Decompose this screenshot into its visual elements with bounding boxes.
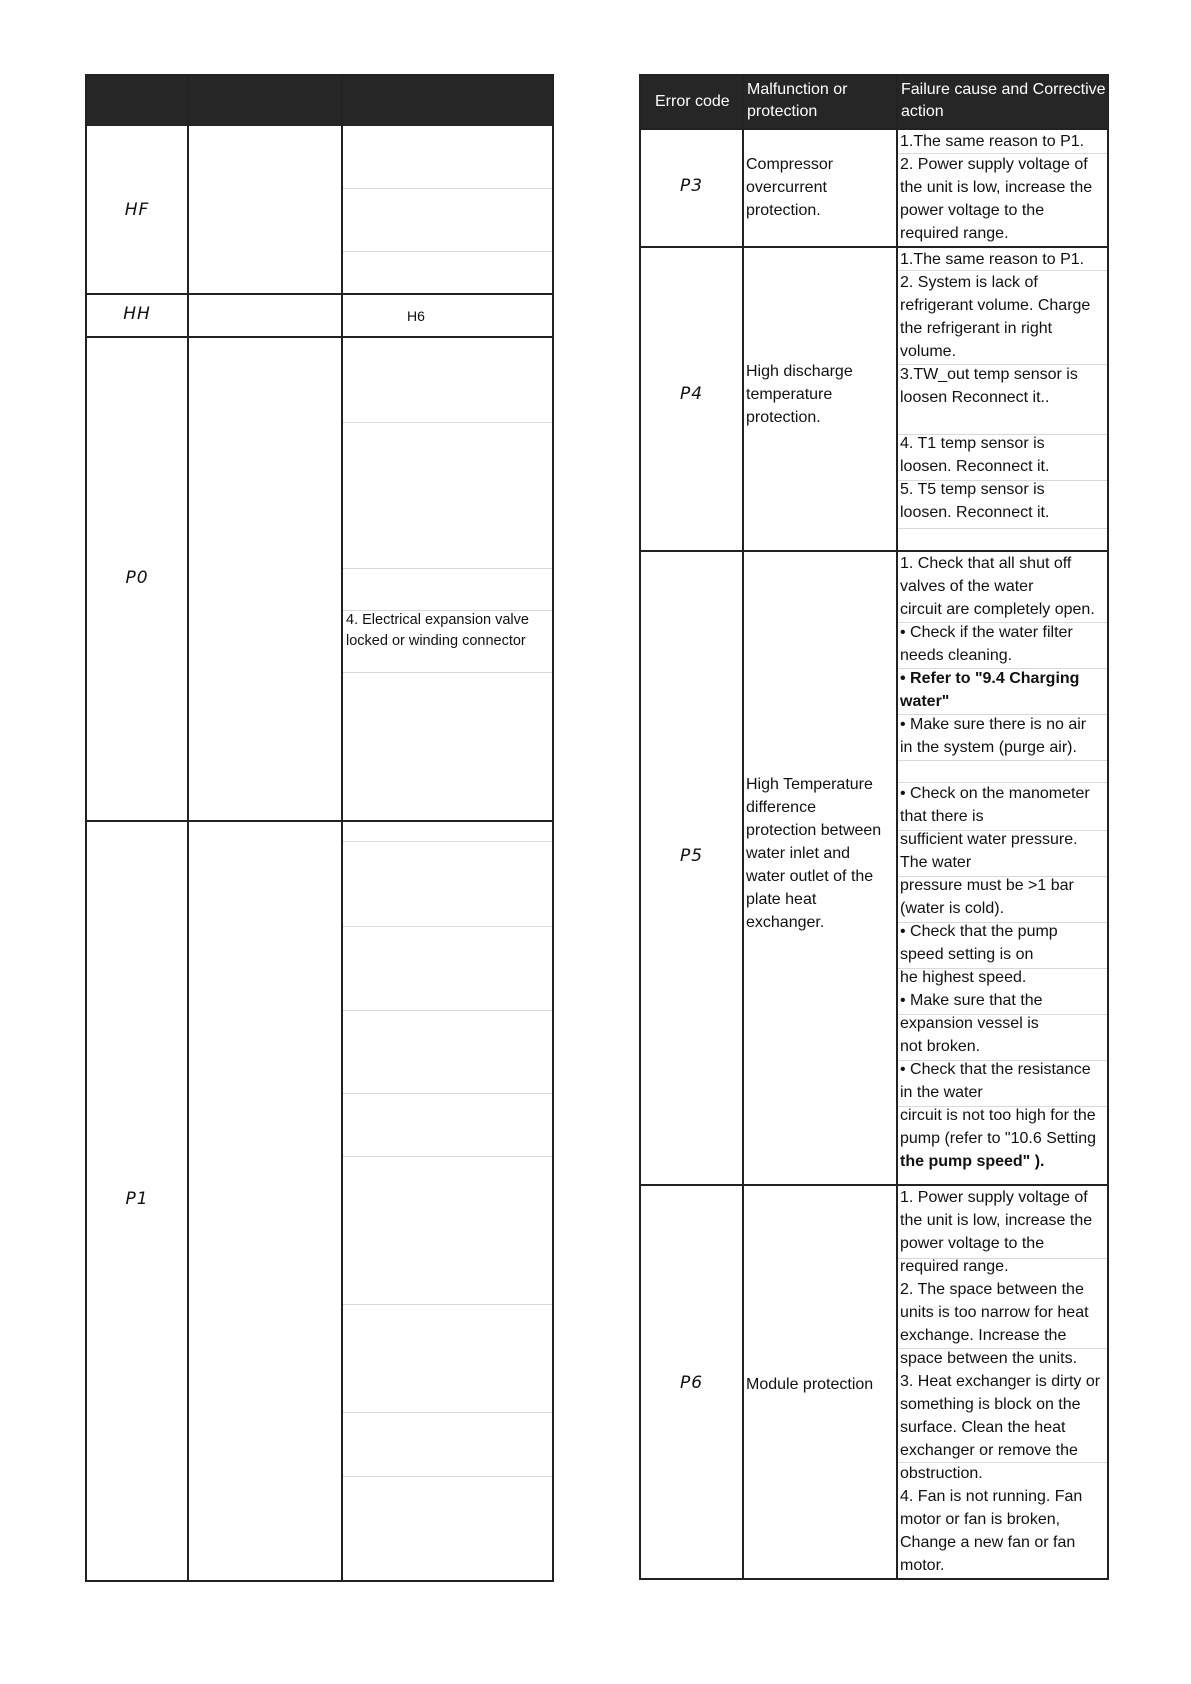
text-line: • Make sure there is no air [900, 716, 1087, 733]
text-line: Change a new fan or fan [900, 1534, 1076, 1551]
right-table-header [641, 76, 1107, 128]
text-line: difference [746, 799, 816, 816]
text-line: loosen. Reconnect it. [900, 504, 1050, 521]
text-line: volume. [900, 343, 957, 360]
p6-cause [900, 1186, 1100, 1577]
text-line: 4. T1 temp sensor is [900, 435, 1045, 452]
text-line: in the system (purge air). [900, 739, 1077, 756]
text-line: plate heat [746, 891, 817, 908]
text-line: Module protection [746, 1376, 874, 1393]
text-line: the pump speed" ). [900, 1153, 1045, 1170]
text-line: • Check if the water filter [900, 624, 1073, 641]
text-line: sufficient water pressure. [900, 831, 1078, 848]
sub-divider [343, 422, 552, 423]
left-table-header [87, 76, 552, 126]
text-line: 1. Check that all shut off [900, 555, 1072, 572]
text-line: High Temperature [746, 776, 873, 793]
cause-line: locked or winding connector [346, 633, 526, 649]
p4-cause [900, 248, 1090, 524]
right-col-divider-1 [742, 76, 744, 1578]
sub-divider [343, 1412, 552, 1413]
text-line: loosen. Reconnect it. [900, 458, 1050, 475]
text-line: protection between [746, 822, 882, 839]
text-line: that there is [900, 808, 984, 825]
sub-divider [343, 188, 552, 189]
error-code-hh: HH [123, 304, 151, 324]
text-line: the unit is low, increase the [900, 179, 1093, 196]
p5-malfunction [746, 773, 881, 934]
text-line: needs cleaning. [900, 647, 1013, 664]
right-table [639, 74, 1109, 1580]
sub-divider [343, 1156, 552, 1157]
right-table-frame [639, 74, 1109, 1580]
text-line [900, 409, 1090, 432]
text-line: power voltage to the [900, 202, 1045, 219]
error-code-hf: HF [124, 200, 150, 220]
sub-divider [343, 1010, 552, 1011]
header-line: Failure cause and Corrective [901, 81, 1106, 98]
left-col-divider-2 [341, 76, 343, 1580]
text-line: water" [900, 693, 950, 710]
error-code-p1: P1 [125, 1189, 149, 1209]
text-line [900, 759, 1096, 782]
text-line: • Check that the resistance [900, 1061, 1091, 1078]
text-line: 4. Fan is not running. Fan [900, 1488, 1083, 1505]
text-line: • Check that the pump [900, 923, 1058, 940]
p0-cause-item-4 [346, 610, 529, 652]
sub-divider [343, 672, 552, 673]
text-line: • Check on the manometer [900, 785, 1090, 802]
text-line: The water [900, 854, 972, 871]
text-line: (water is cold). [900, 900, 1005, 917]
header-line: Malfunction or [747, 81, 848, 98]
text-line: required range. [900, 1258, 1009, 1275]
text-line: speed setting is on [900, 946, 1034, 963]
text-line: pressure must be >1 bar [900, 877, 1074, 894]
text-line: loosen Reconnect it.. [900, 389, 1050, 406]
header-line: protection [747, 103, 818, 120]
p3-cause [900, 130, 1092, 245]
error-code-p0: P0 [125, 568, 149, 588]
right-col-divider-2 [896, 76, 898, 1578]
text-line: 3.TW_out temp sensor is [900, 366, 1078, 383]
text-line: not broken. [900, 1038, 981, 1055]
header-failure-cause [901, 79, 1106, 123]
p3-malfunction [746, 153, 833, 222]
text-line: 1.The same reason to P1. [900, 133, 1085, 150]
text-line: power voltage to the [900, 1235, 1045, 1252]
p6-malfunction [746, 1373, 873, 1396]
text-line: motor or fan is broken, [900, 1511, 1061, 1528]
text-line: valves of the water [900, 578, 1034, 595]
text-line: 2. Power supply voltage of [900, 156, 1088, 173]
text-line: 2. The space between the [900, 1281, 1084, 1298]
error-code-p6: P6 [679, 1373, 704, 1393]
error-code-p3: P3 [679, 176, 704, 196]
text-line: 3. Heat exchanger is dirty or [900, 1373, 1101, 1390]
sub-divider [343, 926, 552, 927]
text-line: circuit are completely open. [900, 601, 1095, 618]
sub-divider [898, 528, 1107, 529]
text-line: overcurrent [746, 179, 827, 196]
sub-divider [343, 568, 552, 569]
text-line: water inlet and [746, 845, 851, 862]
text-line: refrigerant volume. Charge [900, 297, 1091, 314]
text-line: expansion vessel is [900, 1015, 1039, 1032]
text-line: motor. [900, 1557, 945, 1574]
text-line: the unit is low, increase the [900, 1212, 1093, 1229]
text-line: • Refer to "9.4 Charging [900, 670, 1080, 687]
p4-malfunction [746, 360, 853, 429]
row-divider [87, 293, 552, 295]
sub-divider [343, 1304, 552, 1305]
sub-divider [343, 251, 552, 252]
left-table-frame [85, 74, 554, 1582]
text-line: exchanger or remove the [900, 1442, 1078, 1459]
text-line: obstruction. [900, 1465, 983, 1482]
text-line: protection. [746, 409, 821, 426]
error-code-p5: P5 [679, 846, 704, 866]
text-line: exchanger. [746, 914, 825, 931]
text-line: in the water [900, 1084, 983, 1101]
text-line: 1. Power supply voltage of [900, 1189, 1088, 1206]
text-line: he highest speed. [900, 969, 1027, 986]
header-malfunction [747, 79, 848, 123]
text-line: High discharge [746, 363, 853, 380]
row-divider [87, 820, 552, 822]
error-code-p4: P4 [679, 384, 704, 404]
left-table [85, 74, 554, 1582]
text-line: circuit is not too high for the [900, 1107, 1096, 1124]
sub-divider [343, 841, 552, 842]
sub-divider [343, 1476, 552, 1477]
text-line: • Make sure that the [900, 992, 1043, 1009]
p5-cause [900, 552, 1096, 1173]
text-line: the refrigerant in right [900, 320, 1053, 337]
header-line: action [901, 103, 944, 120]
hh-cause-text: H6 [407, 308, 425, 324]
text-line: water outlet of the [746, 868, 874, 885]
text-line: exchange. Increase the [900, 1327, 1067, 1344]
text-line: 2. System is lack of [900, 274, 1038, 291]
text-line: protection. [746, 202, 821, 219]
cause-line: 4. Electrical expansion valve [346, 612, 529, 628]
sub-divider [343, 1093, 552, 1094]
text-line: space between the units. [900, 1350, 1078, 1367]
text-line: 1.The same reason to P1. [900, 251, 1085, 268]
text-line: 5. T5 temp sensor is [900, 481, 1045, 498]
text-line: pump (refer to "10.6 Setting [900, 1130, 1097, 1147]
row-divider [87, 336, 552, 338]
text-line: surface. Clean the heat [900, 1419, 1066, 1436]
text-line: temperature [746, 386, 833, 403]
text-line: units is too narrow for heat [900, 1304, 1089, 1321]
left-col-divider-1 [187, 76, 189, 1580]
text-line: Compressor [746, 156, 834, 173]
text-line: something is block on the [900, 1396, 1081, 1413]
text-line: required range. [900, 225, 1009, 242]
header-error-code: Error code [655, 93, 730, 110]
